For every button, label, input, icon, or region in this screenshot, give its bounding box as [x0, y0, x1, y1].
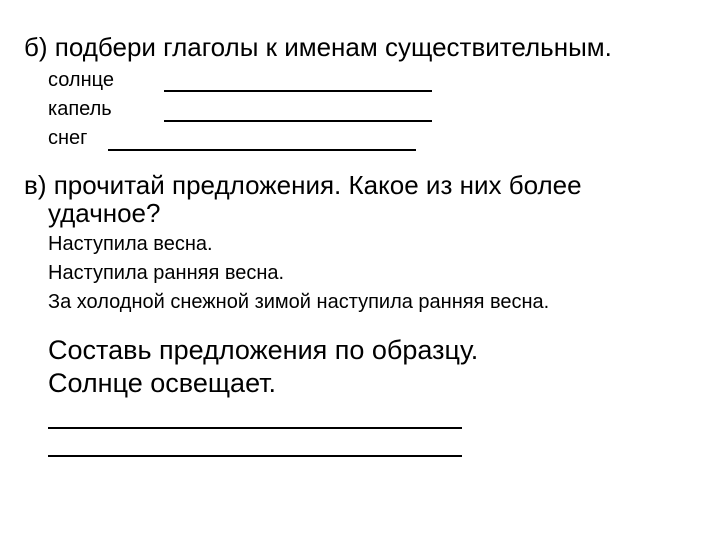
compose-answer-line-2[interactable] — [48, 455, 462, 457]
sentence-1: Наступила весна. — [48, 233, 213, 255]
word-sun: солнце — [48, 69, 114, 91]
compose-example: Солнце освещает. — [48, 368, 277, 398]
word-snow: снег — [48, 127, 88, 149]
task-v-heading-line1: в) прочитай предложения. Какое из них более — [24, 170, 582, 200]
answer-line-sun[interactable] — [164, 90, 432, 92]
word-drip: капель — [48, 98, 112, 120]
sentence-2: Наступила ранняя весна. — [48, 262, 285, 284]
answer-line-snow[interactable] — [108, 149, 416, 151]
compose-instruction: Составь предложения по образцу. — [48, 335, 479, 365]
compose-answer-line-1[interactable] — [48, 427, 462, 429]
task-b-heading: б) подбери глаголы к именам существительным. — [24, 32, 612, 62]
sentence-3: За холодной снежной зимой наступила ранняя весна. — [48, 291, 550, 313]
answer-line-drip[interactable] — [164, 120, 432, 122]
task-v-heading-line2: удачное? — [48, 198, 161, 228]
